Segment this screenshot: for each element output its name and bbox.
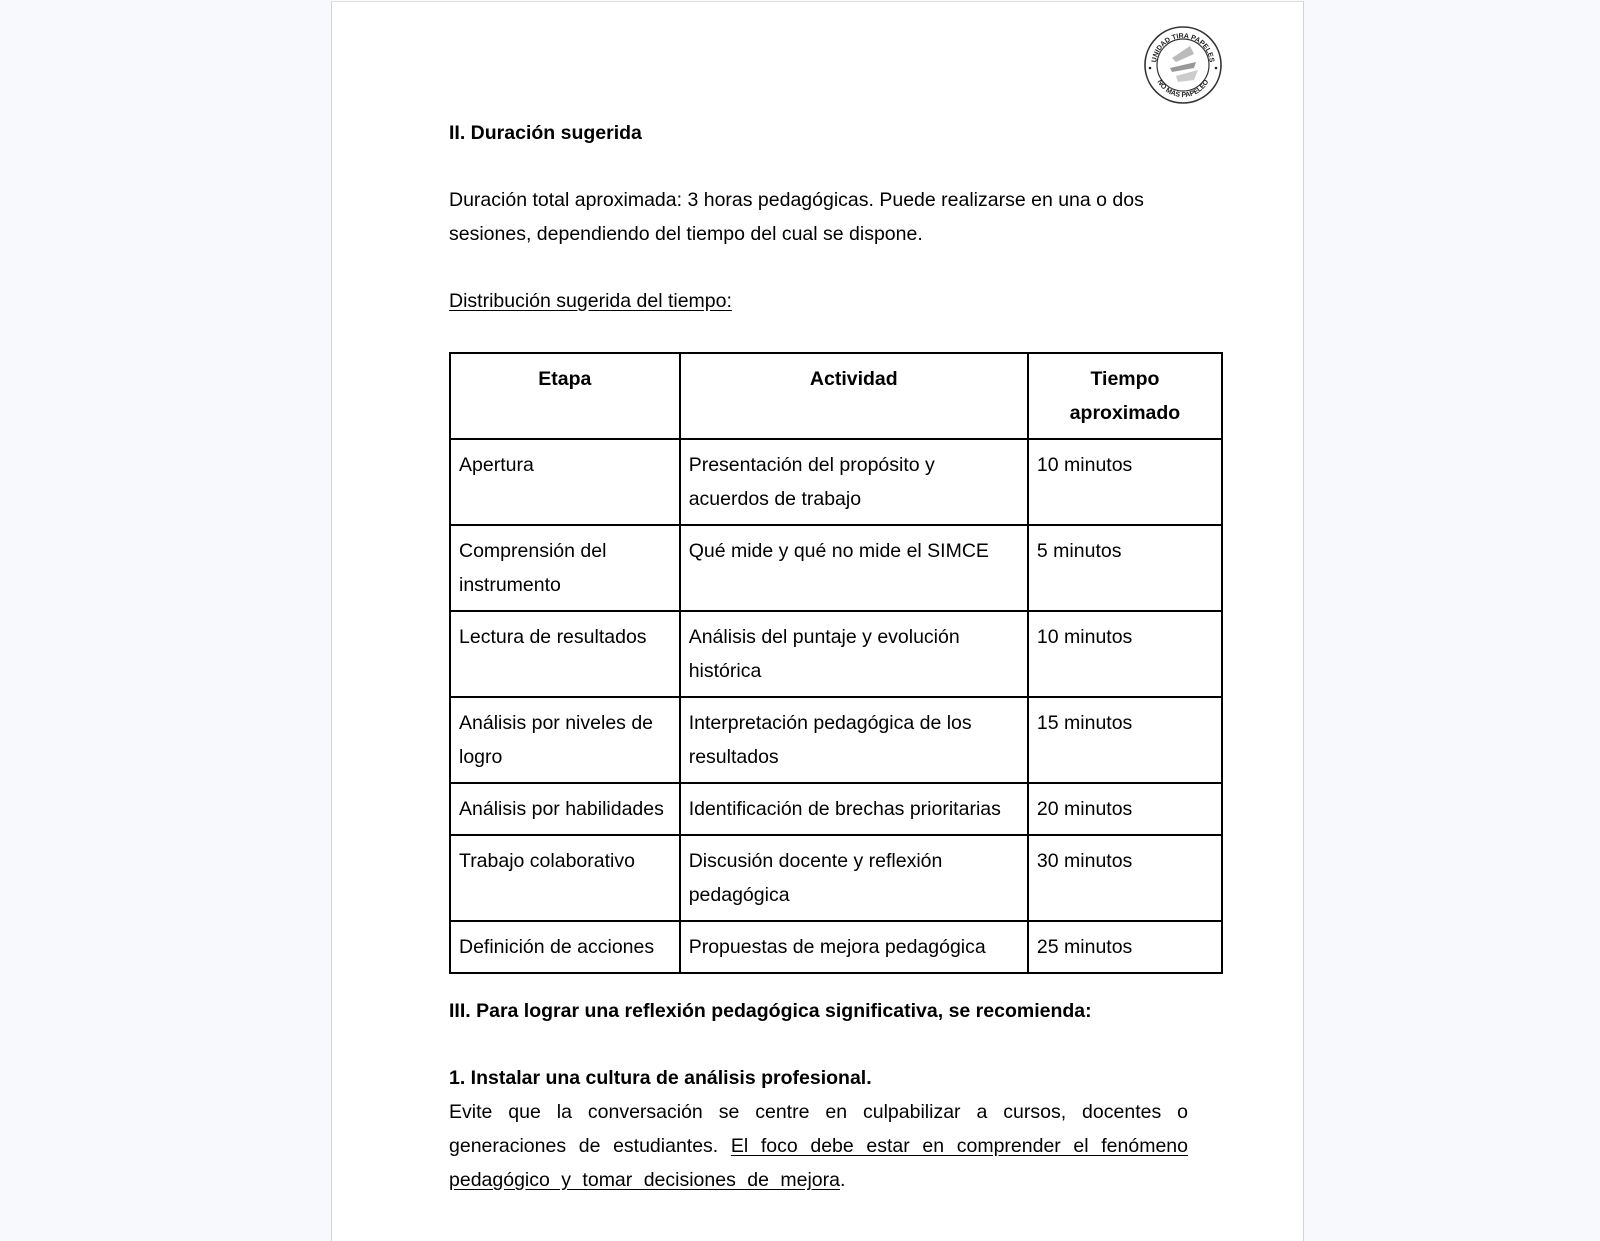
cell-etapa: Lectura de resultados [450, 611, 680, 697]
table-header-row [450, 353, 1222, 439]
unidad-tira-papeles-logo [1142, 24, 1224, 106]
svg-text:NO MÁS PAPELEO: NO MÁS PAPELEO [1155, 78, 1211, 100]
cell-actividad: Propuestas de mejora pedagógica [680, 921, 1028, 973]
cell-tiempo: 10 minutos [1028, 439, 1222, 525]
cell-actividad: Presentación del propósito y acuerdos de trabajo [680, 439, 1028, 525]
cell-tiempo: 20 minutos [1028, 783, 1222, 835]
table-row [450, 783, 1222, 835]
cell-actividad: Análisis del puntaje y evolución histórica [680, 611, 1028, 697]
recommendation-1-title: 1. Instalar una cultura de análisis profesional. [449, 1067, 872, 1089]
cell-etapa: Análisis por niveles de logro [450, 697, 680, 783]
cell-tiempo: 25 minutos [1028, 921, 1222, 973]
cell-etapa: Trabajo colaborativo [450, 835, 680, 921]
recommendation-1-end: . [839, 1169, 846, 1191]
section-heading-duracion: II. Duración sugerida [449, 122, 642, 144]
cell-actividad: Qué mide y qué no mide el SIMCE [680, 525, 1028, 611]
table-row [450, 921, 1222, 973]
cell-actividad: Interpretación pedagógica de los resultados [680, 697, 1028, 783]
time-distribution-subtitle: Distribución sugerida del tiempo: [449, 290, 732, 312]
cell-tiempo: 30 minutos [1028, 835, 1222, 921]
duration-paragraph: Duración total aproximada: 3 horas pedagógicas. Puede realizarse en una o dos sesiones, dependiendo del tiempo del cual se dispone. [449, 189, 1144, 245]
cell-actividad: Discusión docente y reflexión pedagógica [680, 835, 1028, 921]
cell-etapa: Análisis por habilidades [450, 783, 680, 835]
time-distribution-table [449, 352, 1223, 974]
table-row [450, 439, 1222, 525]
cell-etapa: Definición de acciones [450, 921, 680, 973]
cell-tiempo: 5 minutos [1028, 525, 1222, 611]
table-row [450, 525, 1222, 611]
svg-text:UNIDAD TIRA PAPELES: UNIDAD TIRA PAPELES [1151, 32, 1215, 63]
section-heading-recomendaciones: III. Para lograr una reflexión pedagógica significativa, se recomienda: [449, 1000, 1092, 1022]
table-row [450, 835, 1222, 921]
table-row [450, 697, 1222, 783]
stamp-logo-icon [1142, 24, 1224, 106]
header-etapa: Etapa [450, 353, 680, 439]
cell-actividad: Identificación de brechas prioritarias [680, 783, 1028, 835]
cell-etapa: Apertura [450, 439, 680, 525]
cell-etapa: Comprensión del instrumento [450, 525, 680, 611]
table-row [450, 611, 1222, 697]
header-tiempo: Tiempo aproximado [1028, 353, 1222, 439]
header-actividad: Actividad [680, 353, 1028, 439]
cell-tiempo: 15 minutos [1028, 697, 1222, 783]
recommendation-1-text [449, 1095, 1188, 1197]
recommendation-1-underlined: El foco debe estar en comprender el fenómeno pedagógico y tomar decisiones de mejora [449, 1135, 1188, 1191]
cell-tiempo: 10 minutos [1028, 611, 1222, 697]
document-content [449, 116, 1223, 1197]
recommendation-1-plain: Evite que la conversación se centre en culpabilizar a cursos, docentes o generaciones de estudiantes. [449, 1101, 1188, 1157]
